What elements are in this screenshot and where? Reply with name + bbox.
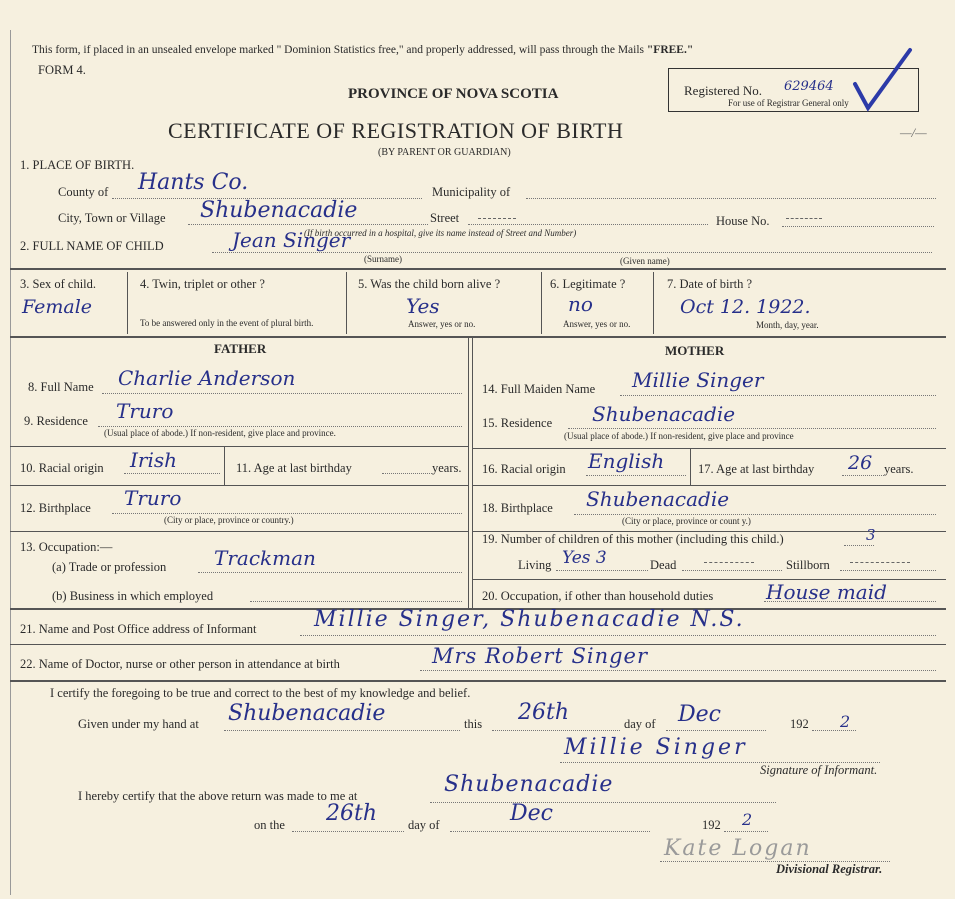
registered-value: 629464 xyxy=(784,79,834,94)
return-month: Dec xyxy=(510,801,553,826)
mother-bp-label: 18. Birthplace xyxy=(482,501,553,515)
father-age-unit: years. xyxy=(432,461,462,475)
father-heading: FATHER xyxy=(214,341,267,356)
mother-occ-label: 20. Occupation, if other than household duties xyxy=(482,589,714,603)
given-month-line xyxy=(666,730,766,731)
father-res-note: (Usual place of abode.) If non-resident, give place and province. xyxy=(104,428,336,438)
father-bp-line xyxy=(112,513,462,514)
return-day-of-label: day of xyxy=(408,818,440,832)
place-heading: 1. PLACE OF BIRTH. xyxy=(20,158,135,172)
alive-note: Answer, yes or no. xyxy=(408,319,476,329)
mother-res-value: Shubenacadie xyxy=(592,402,736,426)
legit-value: no xyxy=(568,292,593,316)
municipality-label: Municipality of xyxy=(432,185,511,199)
sex-label: 3. Sex of child. xyxy=(20,277,97,291)
father-race-value: Irish xyxy=(130,448,178,472)
certify-statement: I certify the foregoing to be true and correct to the best of my knowledge and belief. xyxy=(50,686,471,700)
grid-divider-1 xyxy=(127,272,128,334)
parent-divider-2 xyxy=(468,336,469,608)
signature-label: Signature of Informant. xyxy=(760,763,878,777)
given-place: Shubenacadie xyxy=(228,701,386,726)
legit-label: 6. Legitimate ? xyxy=(550,277,626,291)
check-mark-icon xyxy=(850,46,920,116)
mother-res-note: (Usual place of abode.) If non-resident, give place and province xyxy=(564,431,794,441)
county-label: County of xyxy=(58,185,109,199)
mother-race-label: 16. Racial origin xyxy=(482,462,566,476)
given-day-line xyxy=(492,730,620,731)
day-of-label: day of xyxy=(624,717,656,731)
legit-note: Answer, yes or no. xyxy=(563,319,631,329)
mother-race-value: English xyxy=(588,449,665,473)
father-name-value: Charlie Anderson xyxy=(118,366,296,390)
dob-note: Month, day, year. xyxy=(756,320,819,330)
informant-value: Millie Singer, Shubenacadie N.S. xyxy=(314,607,745,632)
father-bp-note: (City or place, province or country.) xyxy=(164,515,294,525)
father-occ-label: 13. Occupation:— xyxy=(20,540,113,554)
given-day: 26th xyxy=(518,700,570,725)
return-month-line xyxy=(450,831,650,832)
left-margin-rule xyxy=(10,30,11,895)
doctor-value: Mrs Robert Singer xyxy=(432,644,649,668)
mother-heading: MOTHER xyxy=(665,343,725,358)
county-value: Hants Co. xyxy=(138,170,249,195)
trade-label: (a) Trade or profession xyxy=(52,560,167,574)
mother-bp-note: (City or place, province or count y.) xyxy=(622,516,751,526)
twin-label: 4. Twin, triplet or other ? xyxy=(140,277,265,291)
city-value: Shubenacadie xyxy=(200,198,358,223)
mail-notice-text: This form, if placed in an unsealed envelope marked " Dominion Statistics free," and properly addressed, will pass through the Mails xyxy=(32,44,645,56)
informant-line xyxy=(300,635,936,636)
mother-age-label: 17. Age at last birthday xyxy=(698,462,815,476)
dob-label: 7. Date of birth ? xyxy=(667,277,753,291)
father-race-label: 10. Racial origin xyxy=(20,461,104,475)
father-res-line xyxy=(98,426,462,427)
mother-age-unit: years. xyxy=(884,462,914,476)
given-label: Given under my hand at xyxy=(78,717,199,731)
return-place-line xyxy=(430,802,776,803)
father-rule-3 xyxy=(10,531,468,532)
mother-age-value: 26 xyxy=(848,452,873,474)
stillborn-dash xyxy=(850,562,910,563)
informant-label: 21. Name and Post Office address of Informant xyxy=(20,622,257,636)
living-line xyxy=(556,570,648,571)
mother-age-line xyxy=(842,475,884,476)
city-line xyxy=(188,224,428,225)
rule-top-grid xyxy=(10,268,946,270)
registrar-note: For use of Registrar General only xyxy=(728,98,849,108)
twin-note: To be answered only in the event of plural birth. xyxy=(140,318,314,328)
mother-age-divider xyxy=(690,449,691,485)
doctor-line xyxy=(420,670,936,671)
mother-bp-value: Shubenacadie xyxy=(586,487,730,511)
mother-bp-line xyxy=(574,514,936,515)
grid-divider-2 xyxy=(346,272,347,334)
father-age-line xyxy=(382,473,432,474)
free-word: "FREE." xyxy=(646,44,694,56)
return-year-prefix: 192 xyxy=(702,818,721,832)
given-place-line xyxy=(224,730,460,731)
house-label: House No. xyxy=(716,214,770,228)
alive-value: Yes xyxy=(406,294,440,318)
children-label: 19. Number of children of this mother (including this child.) xyxy=(482,532,784,546)
father-bp-label: 12. Birthplace xyxy=(20,501,91,515)
living-value: Yes 3 xyxy=(562,548,607,568)
return-day: 26th xyxy=(326,801,378,826)
given-name-label: (Given name) xyxy=(620,256,670,266)
house-dash xyxy=(786,218,822,219)
return-place: Shubenacadie xyxy=(444,772,614,797)
year-prefix: 192 xyxy=(790,717,809,731)
registrar-label: Divisional Registrar. xyxy=(776,862,883,876)
given-year: 2 xyxy=(840,712,851,731)
children-value: 3 xyxy=(866,526,876,544)
father-res-value: Truro xyxy=(116,399,174,423)
child-name-value: Jean Singer xyxy=(232,228,351,252)
parent-divider xyxy=(472,336,473,608)
registered-label: Registered No. xyxy=(684,83,762,98)
street-label: Street xyxy=(430,211,460,225)
father-rule-1 xyxy=(10,446,468,447)
dead-dash xyxy=(704,562,754,563)
city-label: City, Town or Village xyxy=(58,211,166,225)
dead-label: Dead xyxy=(650,558,677,572)
form-number: FORM 4. xyxy=(38,63,86,77)
grid-divider-3 xyxy=(541,272,542,334)
mother-res-line xyxy=(568,428,936,429)
mother-rule-2 xyxy=(472,485,946,486)
father-rule-2 xyxy=(10,485,468,486)
surname-label: (Surname) xyxy=(364,254,402,264)
business-label: (b) Business in which employed xyxy=(52,589,214,603)
trade-line xyxy=(198,572,462,573)
mother-occ-value: House maid xyxy=(766,580,887,604)
certificate-title: CERTIFICATE OF REGISTRATION OF BIRTH xyxy=(168,118,624,143)
father-race-line xyxy=(124,473,220,474)
mail-notice xyxy=(32,44,693,56)
mother-name-line xyxy=(620,395,936,396)
given-month: Dec xyxy=(678,702,721,727)
trade-value: Trackman xyxy=(214,546,316,570)
street-dash xyxy=(478,218,516,219)
child-name-line xyxy=(212,252,932,253)
mother-race-line xyxy=(586,475,686,476)
rule-below-doctor xyxy=(10,680,946,682)
mother-res-label: 15. Residence xyxy=(482,416,553,430)
mother-name-value: Millie Singer xyxy=(632,368,764,392)
return-label: I hereby certify that the above return was made to me at xyxy=(78,789,358,803)
mother-rule-1 xyxy=(472,448,946,449)
father-age-divider xyxy=(224,447,225,485)
stillborn-line xyxy=(840,570,936,571)
doctor-label: 22. Name of Doctor, nurse or other person in attendance at birth xyxy=(20,657,340,671)
sex-value: Female xyxy=(22,296,93,318)
hospital-note: (If birth occurred in a hospital, give its name instead of Street and Number) xyxy=(304,228,577,238)
this-label: this xyxy=(464,717,483,731)
province-heading: PROVINCE OF NOVA SCOTIA xyxy=(348,86,559,102)
child-name-label: 2. FULL NAME OF CHILD xyxy=(20,239,164,253)
stillborn-label: Stillborn xyxy=(786,558,830,572)
father-name-line xyxy=(102,393,462,394)
return-day-line xyxy=(292,831,404,832)
father-res-label: 9. Residence xyxy=(24,414,88,428)
municipality-line xyxy=(526,198,936,199)
dob-value: Oct 12. 1922. xyxy=(680,296,811,318)
children-line xyxy=(844,545,874,546)
street-line xyxy=(468,224,708,225)
registrar-signature: Kate Logan xyxy=(664,836,812,861)
informant-signature: Millie Singer xyxy=(564,735,748,760)
rule-below-grid xyxy=(10,336,946,338)
return-year-line xyxy=(724,831,768,832)
dead-line xyxy=(682,570,782,571)
corner-mark: —/— xyxy=(900,125,927,140)
on-the-label: on the xyxy=(254,818,285,832)
house-line xyxy=(782,226,934,227)
father-age-label: 11. Age at last birthday xyxy=(236,461,352,475)
grid-divider-4 xyxy=(653,272,654,334)
business-line xyxy=(250,601,462,602)
father-name-label: 8. Full Name xyxy=(28,380,94,394)
father-bp-value: Truro xyxy=(124,486,182,510)
return-year: 2 xyxy=(742,810,753,829)
mother-name-label: 14. Full Maiden Name xyxy=(482,382,596,396)
alive-label: 5. Was the child born alive ? xyxy=(358,277,501,291)
living-label: Living xyxy=(518,558,552,572)
certificate-subtitle: (BY PARENT OR GUARDIAN) xyxy=(378,147,511,158)
